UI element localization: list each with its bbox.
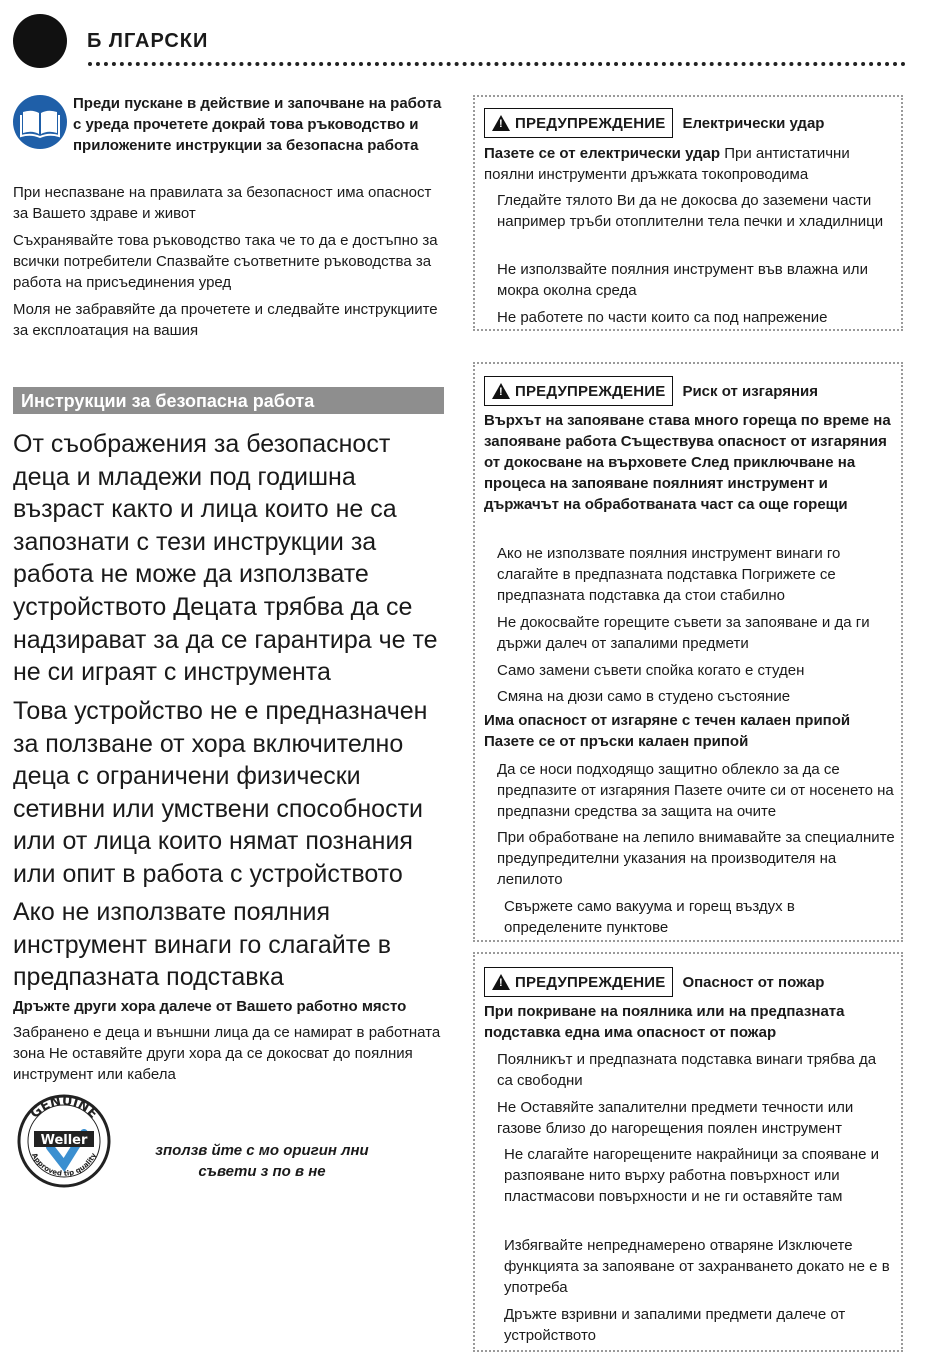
warning-item: Гледайте тялото Ви да не докосва до заземени части например тръби отоплителни тела печки и хладилници	[497, 192, 884, 230]
warning-item: Поялникът и предпазната подставка винаги трябва да са свободни	[497, 1051, 877, 1089]
warning-lead: При покриване на поялника или на предпазната подставка една има опасност от пожар	[484, 1003, 845, 1041]
warning-header	[484, 967, 824, 997]
language-title: Б ЛГАРСКИ	[87, 30, 209, 52]
warning-badge: ! ПРЕДУПРЕЖДЕНИЕ	[484, 108, 673, 138]
warning-triangle-icon: !	[492, 383, 510, 399]
warning-triangle-icon: !	[492, 115, 510, 131]
warning-item: Не докосвайте горещите съвети за запояване и да ги държи далеч от запалими предмети	[497, 614, 870, 652]
warning-triangle-icon: !	[492, 974, 510, 990]
weller-genuine-logo	[14, 1093, 114, 1189]
svg-text:Weller: Weller	[40, 1133, 88, 1148]
warning-item: При обработване на лепило внимавайте за специалните предупредителни указания на производителя на лепилото	[497, 829, 895, 888]
intro-paragraph: При неспазване на правилата за безопасност има опасност за Вашето здраве и живот	[13, 184, 432, 222]
safety-paragraph: Това устройство не е предназначен за ползване от хора включително деца с ограничени физически сетивни или умствени способности или от лица които нямат познания или опит в работа с устройството	[13, 697, 428, 888]
warning-title: Електрически удар	[682, 114, 825, 132]
section-marker-circle	[13, 14, 67, 68]
safety-paragraph: Ако не използвате поялния инструмент винаги го слагайте в предпазната подставка	[13, 898, 391, 992]
warning-badge: ! ПРЕДУПРЕЖДЕНИЕ	[484, 967, 673, 997]
warning-item: Дръжте взривни и запалими предмети далече от устройството	[504, 1306, 846, 1344]
warning-item: Да се носи подходящо защитно облекло за да се предпазите от изгаряния Пазете очите си от носенето на предпазни средства за защита на очите	[497, 761, 894, 820]
warning-title: Опасност от пожар	[682, 973, 825, 991]
warning-item: Само замени съвети спойка когато е студен	[497, 662, 805, 679]
warning-item: Не слагайте нагорещените накрайници за спояване и разпояване нито върху работна повърхност или пластмасови повърхности и не ги оставяйте там	[504, 1146, 880, 1205]
warning-item: Смяна на дюзи само в студено състояние	[497, 688, 791, 705]
dotted-divider	[88, 62, 906, 66]
warning-title: Риск от изгаряния	[682, 382, 819, 400]
section-heading: Инструкции за безопасна работа	[13, 387, 444, 414]
keep-away-heading: Дръжте други хора далече от Вашето работно място	[13, 998, 407, 1015]
svg-text:GENUINE: GENUINE	[27, 1093, 101, 1122]
safety-paragraph: От съображения за безопасност деца и младежи под годишна възраст както и лица които не са запознати с тези инструкции за работа не може да използвате устройството Децата трябва да се надзирават за да се гарантира че те не си играят с инструмента	[13, 430, 438, 687]
warning-item: Свържете само вакуума и горещ въздух в определените пунктове	[504, 898, 795, 936]
warning-header	[484, 376, 818, 406]
intro-paragraph: Моля не забравяйте да прочетете и следвайте инструкциите за експлоатация на вашия	[13, 301, 438, 339]
keep-away-text: Забранено е деца и външни лица да се намират в работната зона Не оставяйте други хора да се докосват до поялния инструмент или кабела	[13, 1024, 441, 1083]
warning-subheading: Има опасност от изгаряне с течен калаен припой Пазете се от пръски калаен припой	[484, 712, 851, 750]
intro-paragraph: Съхранявайте това ръководство така че то да е достъпно за всички потребители Спазвайте съответните ръководства за работа на присъединения уред	[13, 232, 438, 291]
read-manual-icon	[13, 95, 67, 149]
svg-text:Approved tip quality: Approved tip quality	[29, 1151, 99, 1178]
warning-item: Избягвайте непреднамерено отваряне Изключете функцията за запояване от захранването докато не е в употреба	[504, 1237, 890, 1296]
intro-warning-text: Преди пускане в действие и започване на работа с уреда прочетете докрай това ръководство и приложените инструкции за безопасна работа	[73, 95, 442, 154]
warning-lead: Пазете се от електрически удар При антистатични поялни инструменти дръжката токопроводима	[484, 145, 850, 183]
warning-lead: Върхът на запояване става много гореща по време на запояване работа Съществува опасност от изгаряния от докосване на върховете След приключване на процеса на запояване поялният инструмент и държачът на обработваната част са още горещи	[484, 412, 891, 513]
warning-box-electric-shock	[473, 95, 903, 331]
warning-item: Не работете по части които са под напрежение	[497, 309, 828, 326]
warning-badge: ! ПРЕДУПРЕЖДЕНИЕ	[484, 376, 673, 406]
genuine-tips-text: зползв йте с мо оригин лни съвети з по в не	[155, 1142, 369, 1180]
warning-item: Ако не използвате поялния инструмент винаги го слагайте в предпазната подставка Погрижете се предпазната подставка да стои стабилно	[497, 545, 841, 604]
warning-item: Не използвайте поялния инструмент във влажна или мокра околна среда	[497, 261, 868, 299]
warning-box-burns	[473, 362, 903, 942]
warning-box-fire	[473, 952, 903, 1352]
warning-header	[484, 108, 824, 138]
warning-item: Не Оставяйте запалителни предмети течности или газове близо до нагорещения поялен инструмент	[497, 1099, 854, 1137]
